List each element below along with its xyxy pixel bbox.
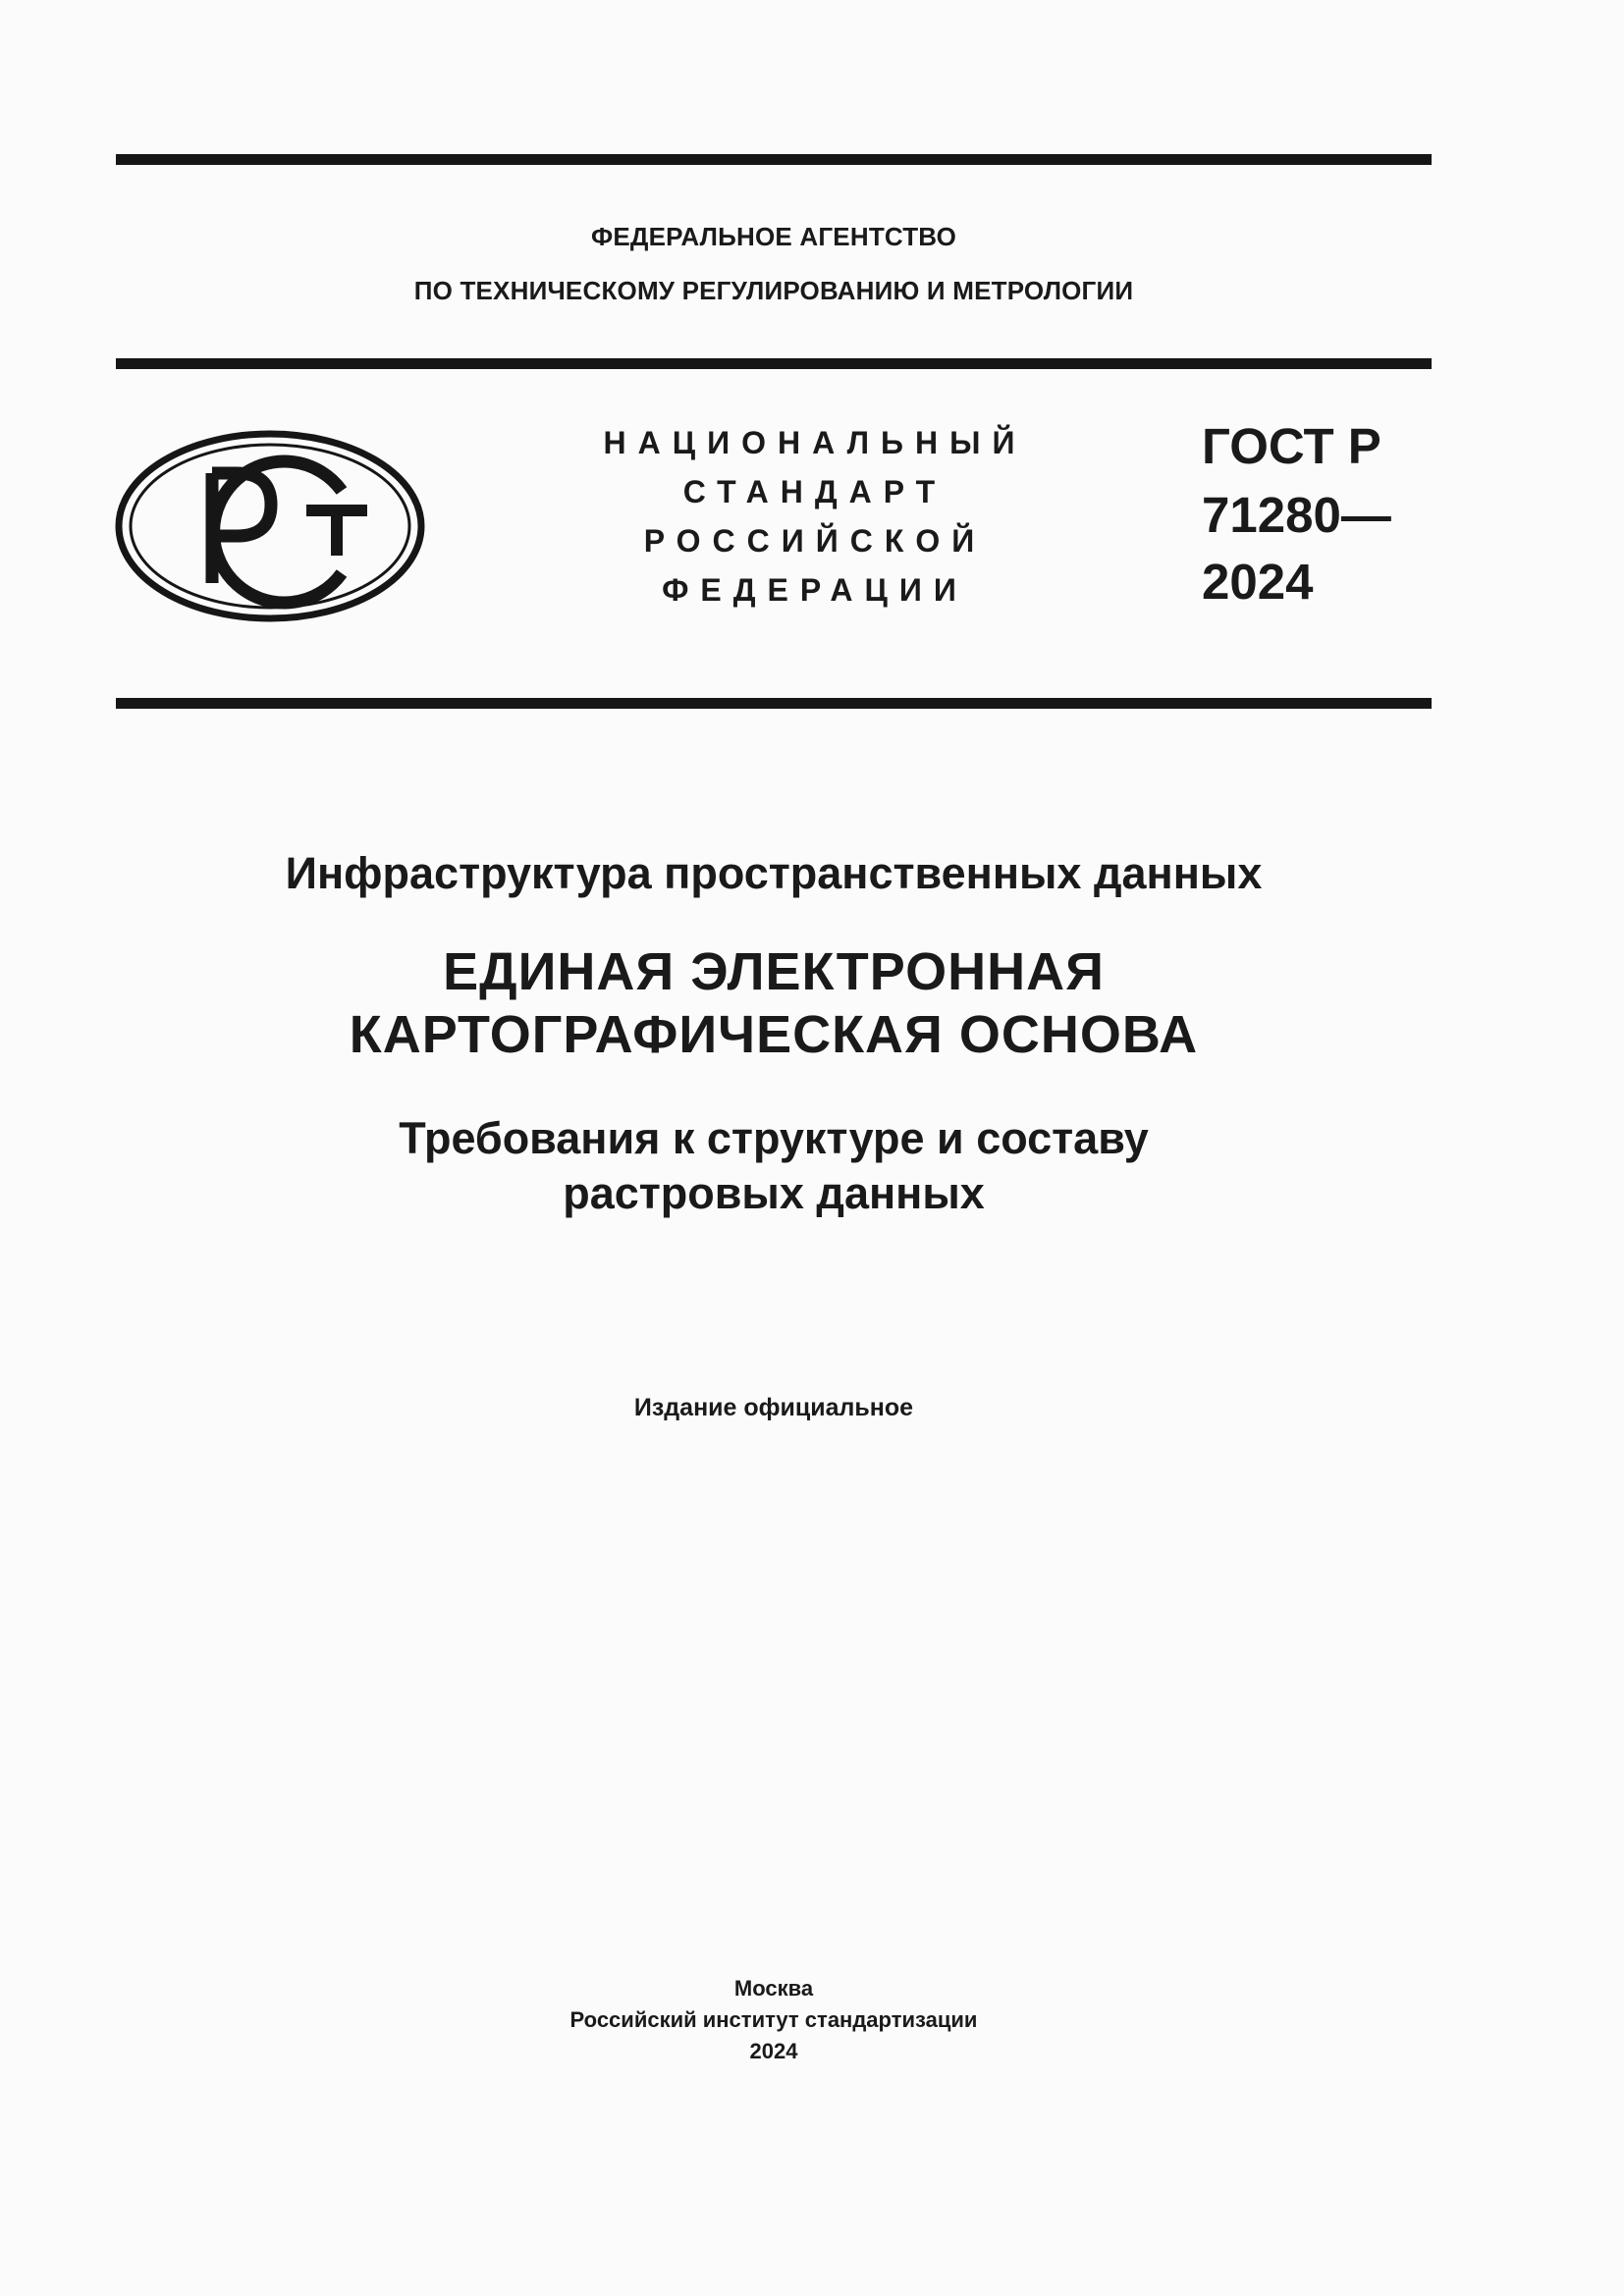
agency-line-2: ПО ТЕХНИЧЕСКОМУ РЕГУЛИРОВАНИЮ И МЕТРОЛОГИИ [413, 276, 1134, 305]
edition-label: Издание официальное [633, 1394, 914, 1421]
mid-rule [116, 698, 1432, 709]
designation-line-2: 71280— [1202, 487, 1391, 543]
national-standard-line-4: ФЕДЕРАЦИИ [662, 572, 968, 608]
subtitle [116, 1111, 1432, 1221]
main-title [116, 940, 1432, 1066]
national-standard-line-1: НАЦИОНАЛЬНЫЙ [603, 425, 1027, 460]
subtitle-line-2: растровых данных [563, 1168, 985, 1218]
designation-line-3: 2024 [1202, 554, 1314, 610]
main-title-line-2: КАРТОГРАФИЧЕСКАЯ ОСНОВА [349, 1005, 1199, 1064]
national-standard-line-3: РОССИЙСКОЙ [643, 523, 987, 559]
agency-line-1: ФЕДЕРАЛЬНОЕ АГЕНТСТВО [590, 222, 957, 251]
top-rule [116, 154, 1432, 165]
footer-year: 2024 [749, 2039, 798, 2063]
header-rule [116, 358, 1432, 369]
designation-line-1: ГОСТ Р [1202, 418, 1381, 474]
national-standard-line-2: СТАНДАРТ [682, 474, 947, 509]
title-subject: Инфраструктура пространственных данных [285, 848, 1263, 898]
rst-conformity-mark-icon [114, 428, 426, 624]
subtitle-line-1: Требования к структуре и составу [399, 1113, 1149, 1163]
main-title-line-1: ЕДИНАЯ ЭЛЕКТРОННАЯ [443, 942, 1105, 1001]
footer-city: Москва [733, 1976, 814, 2001]
footer-publisher: Российский институт стандартизации [569, 2007, 978, 2032]
